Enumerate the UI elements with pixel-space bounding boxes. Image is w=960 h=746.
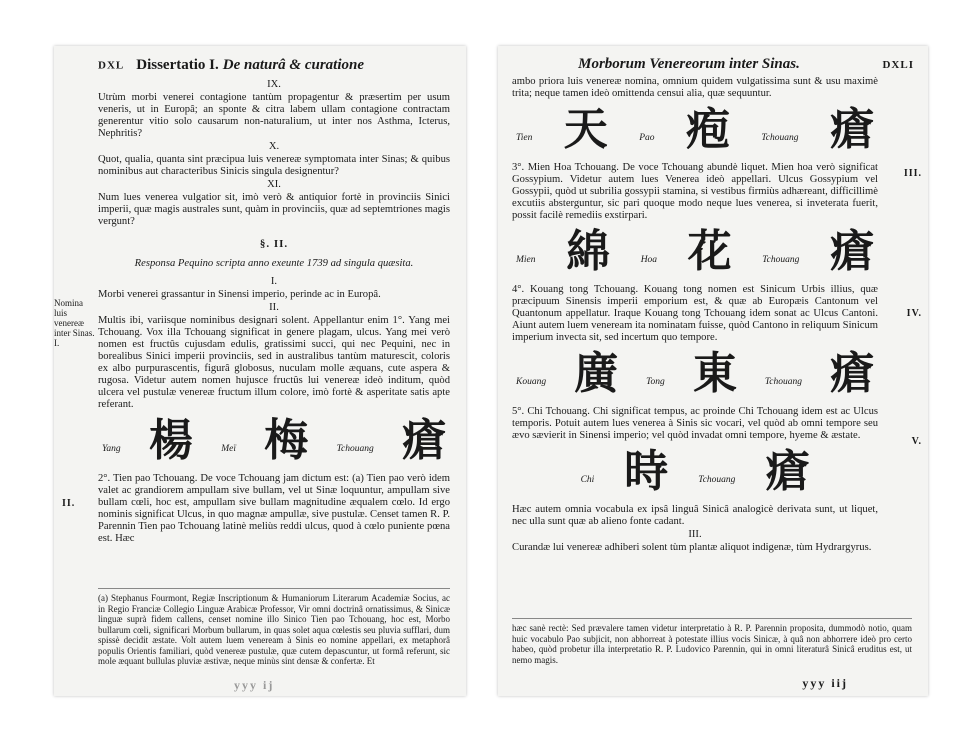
romanization: Pao — [639, 133, 655, 143]
left-title: Dissertatio I. — [136, 56, 219, 73]
paragraph-mien-hoa: 3°. Mien Hoa Tchouang. De voce Tchouang abundè liquet. Mien hoa verò significat Gossypium. Videtur autem lues Venerea ideò appellari. Ulcus Gossypium vel Gossypii, quòd ut subrilia gossypii stamina, si vestibus firmiùs adhæreant, difficillimè excutiis absterguntur, sic pari quoque modo neque lues venerea, si inveterata fuerit, possit facilè remediis exstirpari. — [512, 162, 878, 221]
right-page — [498, 46, 928, 696]
romanization: Tchouang — [336, 444, 374, 454]
paragraph-tien-pao: 2°. Tien pao Tchouang. De voce Tchouang jam dictum est: (a) Tien pao verò idem valet ac grandiorem ampullam sive bullam, vel ut Sinæ loquuntur, ampullam sive bullam cœli, hoc est, ampullam sive bullam magnitudine æqualem cœlo. Id ergo nominis significat Ulcus, in quo magnæ ampullæ, sive pustulæ. Censet tamen R. P. Parennin Tien pao Tchouang latinè meliùs reddi ulcus, quod à cœlo puniente pœna est. Hæc — [98, 473, 450, 544]
right-footnote — [512, 618, 912, 665]
char-row-yang-mei — [98, 415, 450, 466]
romanization: Tchouang — [764, 377, 802, 387]
answer-number: III. — [688, 529, 702, 540]
chinese-character: 瘡 — [829, 104, 874, 155]
question-number: X. — [268, 141, 280, 152]
chinese-character: 廣 — [574, 348, 619, 399]
chinese-character: 時 — [624, 446, 669, 497]
paragraph-kouang-tong: 4°. Kouang tong Tchouang. Kouang tong nomen est Sinicum Urbis illius, quæ præcipuum Sinensis imperii emporium est, & quæ ab Europæis Cantonum vel Quantonum appellatur. Iraque Kouang tong Tchouang idem sonat ac Ulcus Cantoni. Aiunt autem luem veneream ita nominatam fuisse, quòd Cantono in reliquum Sinicum imperium invecta sit, sed incertum quo tempore. — [512, 284, 879, 343]
romanization: Meï — [221, 444, 237, 454]
right-signature: yyy iij — [802, 676, 848, 690]
chinese-character: 綿 — [566, 226, 611, 277]
chinese-character: 瘡 — [402, 415, 446, 466]
question-text: Quot, qualia, quanta sint præcipua luis venereæ symptomata inter Sinas; & quibus nominibus aut characteribus Sinicis singula designentur? — [98, 154, 450, 177]
left-footnote — [98, 588, 450, 667]
response-heading: Responsa Pequino scripta anno exeunte 1739 ad singula quæsita. — [134, 258, 414, 269]
romanization: Tong — [646, 377, 665, 387]
question-number: IX. — [267, 79, 281, 90]
chinese-character: 瘡 — [829, 226, 874, 277]
left-page-number: DXL — [98, 59, 125, 72]
margin-note — [54, 298, 96, 348]
romanization: Mien — [516, 255, 536, 265]
chinese-character: 楊 — [148, 415, 193, 466]
footnote-text: hæc sanè rectè: Sed prævalere tamen videtur interpretatio à R. P. Parennin proposita, dummodò notio, quam huic vocabulo Pao subjicit, non abhorreat à potestate illius vocis Sinicæ, à quâ non abhorrere ideò pro certo habeo, quòd probetur illa interpretatio R. P. Ludovico Parennin, qui in omni literaturâ Sinicâ eruditus est, ut nemo magis. — [512, 623, 912, 665]
romanization: Chi — [580, 475, 595, 485]
margin-number: V. — [911, 436, 922, 447]
paragraph-chi: 5°. Chi Tchouang. Chi significat tempus, ac proinde Chi Tchouang idem est ac Ulcus temporis. Potuit autem lues venerea à Sinis sic vocari, vel quòd ab omni tempore seu ævo sævierit in Sinensi imperio; vel quòd invadat omni tempore, hyeme & æstate. — [512, 406, 878, 441]
char-row-tien-pao — [512, 104, 878, 155]
answer-text: Morbi venerei grassantur in Sinensi imperio, perinde ac in Europâ. — [98, 289, 381, 300]
left-column — [98, 78, 450, 545]
answer-number: II. — [269, 302, 279, 313]
question-text: Num lues venerea vulgatior sit, imò verò & antiquior fortè in provinciis Sinici imperii, quæ magis australes sunt, quàm in provinciis, quæ ad septemtriones magis vergunt? — [98, 192, 450, 227]
margin-number: II. — [62, 498, 76, 509]
right-running-head — [512, 56, 914, 76]
romanization: Yang — [102, 444, 121, 454]
chinese-character: 東 — [692, 348, 737, 399]
right-column — [512, 76, 878, 554]
paragraph-top: ambo priora luis venereæ nomina, omnium quidem vulgatissima sunt & usu maximè trita; neque tamen ideò omittenda censui alia, quæ sequuntur. — [512, 76, 878, 99]
question-text: Utrùm morbi venerei contagione tantùm propagentur & præsertim per usum veneris, ut in Europâ; an sponte & citra labem ullam contagione contractam generentur vitio solo causarum non-naturalium, ut inter nos Asthma, Icterus, Nephritis? — [98, 92, 450, 139]
chinese-character: 花 — [687, 226, 732, 277]
paragraph-summary: Hæc autem omnia vocabula ex ipsâ linguâ Sinicâ analogicè derivata sunt, ut liquet, nec ulla sunt quæ ab alieno fonte cadant. — [512, 504, 878, 527]
romanization: Hoa — [640, 255, 658, 265]
left-page — [54, 46, 466, 696]
char-row-chi — [512, 446, 878, 497]
right-page-number: DXLI — [882, 59, 914, 71]
romanization: Tchouang — [698, 475, 736, 485]
romanization: Tchouang — [762, 255, 800, 265]
left-running-head — [98, 56, 452, 76]
section-heading: §. II. — [259, 238, 289, 250]
right-title: Morborum Venereorum inter Sinas. — [578, 56, 800, 72]
margin-number: III. — [903, 168, 922, 179]
chinese-character: 天 — [563, 104, 608, 155]
chinese-character: 梅 — [264, 415, 309, 466]
margin-number: IV. — [906, 308, 922, 319]
chinese-character: 瘡 — [765, 446, 810, 497]
chinese-character: 疱 — [685, 104, 730, 155]
margin-note-number: I. — [54, 338, 60, 348]
margin-note-text: Nomina luis venereæ inter Sinas. — [54, 298, 95, 338]
char-row-kouang-tong — [512, 348, 878, 399]
paragraph-cure: Curandæ lui venereæ adhiberi solent tùm plantæ aliquot indigenæ, tùm Hydrargyrus. — [512, 542, 872, 553]
left-title-italic: De naturâ & curatione — [222, 56, 365, 73]
chinese-character: 瘡 — [829, 348, 874, 399]
romanization: Kouang — [516, 377, 547, 387]
answer-number: I. — [270, 276, 278, 287]
question-number: XI. — [267, 179, 281, 190]
answer-text: Multis ibi, variisque nominibus designari solent. Appellantur enim 1°. Yang mei Tchouang. Vox illa Tchouang significat in genere plagam, ulcus. Yang mei verò nomen est fructûs cujusdam edulis, gratissimi succi, qui nec Pequini, nec in borealibus Sinici imperii provinciis, sed in australibus tantùm maturescit, coloris ex albo purpurascentis, figurâ globosus, nuculam molle æquans, cute aspera & rugosa. Videtur autem nomen hujusce fructûs lui venereæ ideò inditum, quòd ulcera vel pustulæ venereæ fructum illum colore, imò fortè & asperitate satis apte referant. — [98, 315, 450, 410]
romanization: Tien — [516, 133, 533, 143]
char-row-mien-hoa — [512, 226, 878, 277]
romanization: Tchouang — [761, 133, 799, 143]
left-signature: yyy ij — [234, 678, 275, 692]
footnote-text: (a) Stephanus Fourmont, Regiæ Inscriptionum & Humaniorum Literarum Academiæ Socius, ac in Regio Franciæ Collegio Linguæ Arabicæ Professor, Vir omni doctrinâ ornatissimus, & Sinicæ linguæ suprà fidem callens, censet nomine illo Sinico Tien pao Tchouang, hoc est, Morbo bullarum cœli, significari Morbum bullarum, in quas solet aqua cœlestis seu pluvia sufflari, dum spissè decidit æstate. Volt autem luem veneream à Sinis eo nomine appellari, ex metaphorâ populis Orientis familiari, quòd venereæ pustulæ, quæ cutem depascuntur, ut formâ referunt, sic mole æquant bullulas pluviæ æstivæ, neque minùs sint densæ & confertæ. Et — [98, 593, 450, 666]
